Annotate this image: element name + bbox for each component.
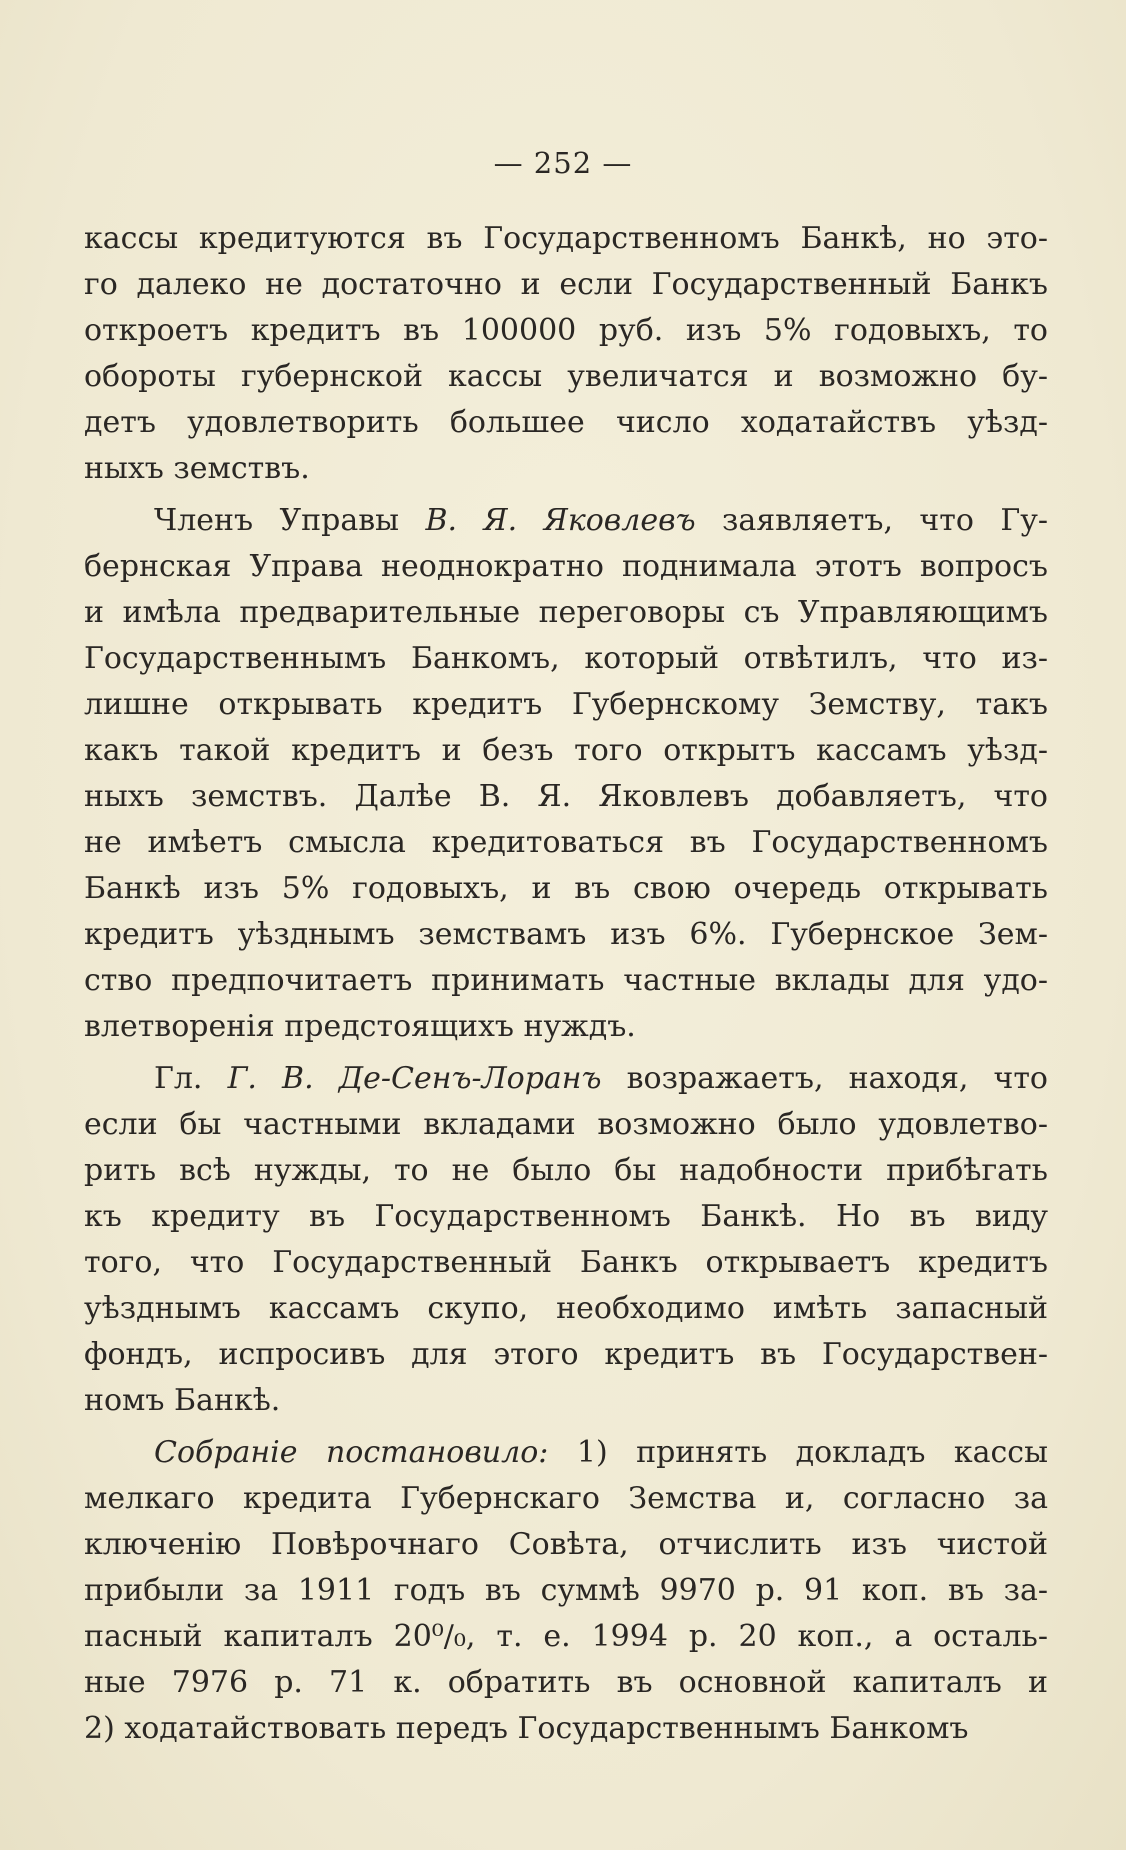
- text-line: [84, 636, 1048, 682]
- text-line: [84, 912, 1048, 958]
- text-segment: если бы частными вкладами возможно было удовлетво-: [84, 1107, 1048, 1142]
- text-line: [84, 1660, 1048, 1706]
- text-segment: возражаетъ, находя, что: [601, 1061, 1048, 1096]
- text-line: [84, 308, 1048, 354]
- text-segment: ные 7976 р. 71 к. обратить въ основной капиталъ и: [84, 1665, 1048, 1700]
- text-line: [84, 1240, 1048, 1286]
- text-segment: къ кредиту въ Государственномъ Банкѣ. Но въ виду: [84, 1199, 1048, 1234]
- text-segment: бернская Управа неоднократно поднимала этотъ вопросъ: [84, 549, 1048, 584]
- text-segment: Государственнымъ Банкомъ, который отвѣтилъ, что из-: [84, 641, 1048, 676]
- text-line: [84, 1522, 1048, 1568]
- text-segment: фондъ, испросивъ для этого кредитъ въ Государствен-: [84, 1337, 1048, 1372]
- text-line: [84, 1706, 1048, 1752]
- text-line: [84, 866, 1048, 912]
- italic-name: Г. В. Де-Сенъ-Лоранъ: [227, 1061, 602, 1096]
- text-line: [84, 1004, 1048, 1050]
- text-segment: кассы кредитуются въ Государственномъ Банкѣ, но это-: [84, 221, 1048, 256]
- text-line: [84, 1286, 1048, 1332]
- text-line: [84, 1430, 1048, 1476]
- text-line: [84, 354, 1048, 400]
- text-line: [84, 1332, 1048, 1378]
- text-segment: влетворенія предстоящихъ нуждъ.: [84, 1009, 636, 1044]
- text-line: [84, 820, 1048, 866]
- text-segment: 1) принять докладъ кассы: [548, 1435, 1048, 1470]
- paragraph: [84, 1056, 1048, 1424]
- text-segment: лишне открывать кредитъ Губернскому Земству, такъ: [84, 687, 1048, 722]
- text-segment: прибыли за 1911 годъ въ суммѣ 9970 р. 91 коп. въ за-: [84, 1573, 1048, 1608]
- text-segment: пасный капиталъ 20⁰/₀, т. е. 1994 р. 20 коп., а осталь-: [84, 1619, 1048, 1654]
- paragraph: [84, 1430, 1048, 1752]
- text-line: [84, 682, 1048, 728]
- text-segment: Гл.: [154, 1061, 228, 1096]
- text-segment: мелкаго кредита Губернскаго Земства и, согласно за: [84, 1481, 1048, 1516]
- text-line: [84, 446, 1048, 492]
- text-segment: Банкѣ изъ 5% годовыхъ, и въ свою очередь открывать: [84, 871, 1048, 906]
- text-line: [84, 1568, 1048, 1614]
- text-segment: 2) ходатайствовать передъ Государственнымъ Банкомъ: [84, 1711, 969, 1746]
- text-line: [84, 1102, 1048, 1148]
- text-segment: откроетъ кредитъ въ 100000 руб. изъ 5% годовыхъ, то: [84, 313, 1048, 348]
- text-line: [84, 590, 1048, 636]
- text-line: [84, 728, 1048, 774]
- text-segment: го далеко не достаточно и если Государственный Банкъ: [84, 267, 1048, 302]
- text-segment: ныхъ земствъ. Далѣе В. Я. Яковлевъ добавляетъ, что: [84, 779, 1048, 814]
- text-segment: заявляетъ, что Гу-: [695, 503, 1048, 538]
- text-segment: номъ Банкѣ.: [84, 1383, 281, 1418]
- page-number: — 252 —: [493, 146, 633, 180]
- text-line: [84, 958, 1048, 1004]
- text-segment: рить всѣ нужды, то не было бы надобности прибѣгать: [84, 1153, 1048, 1188]
- text-line: [84, 262, 1048, 308]
- paragraph: [84, 216, 1048, 492]
- text-segment: ключенію Повѣрочнаго Совѣта, отчислить изъ чистой: [84, 1527, 1048, 1562]
- text-segment: того, что Государственный Банкъ открываетъ кредитъ: [84, 1245, 1048, 1280]
- italic-name: Собраніе постановило:: [154, 1435, 549, 1470]
- text-line: [84, 544, 1048, 590]
- text-line: [84, 1476, 1048, 1522]
- text-segment: какъ такой кредитъ и безъ того открытъ кассамъ уѣзд-: [84, 733, 1048, 768]
- text-segment: кредитъ уѣзднымъ земствамъ изъ 6%. Губернское Зем-: [84, 917, 1048, 952]
- text-segment: не имѣетъ смысла кредитоваться въ Государственномъ: [84, 825, 1048, 860]
- text-line: [84, 774, 1048, 820]
- text-line: [84, 1056, 1048, 1102]
- paragraph: [84, 498, 1048, 1050]
- text-line: [84, 1194, 1048, 1240]
- text-line: [84, 1378, 1048, 1424]
- text-segment: и имѣла предварительные переговоры съ Управляющимъ: [84, 595, 1048, 630]
- text-line: [84, 400, 1048, 446]
- body-text: [84, 216, 1048, 1752]
- text-line: [84, 1148, 1048, 1194]
- text-segment: ство предпочитаетъ принимать частные вклады для удо-: [84, 963, 1048, 998]
- text-segment: уѣзднымъ кассамъ скупо, необходимо имѣть запасный: [84, 1291, 1048, 1326]
- text-segment: Членъ Управы: [154, 503, 426, 538]
- text-segment: детъ удовлетворить большее число ходатайствъ уѣзд-: [84, 405, 1048, 440]
- text-segment: обороты губернской кассы увеличатся и возможно бу-: [84, 359, 1048, 394]
- text-line: [84, 216, 1048, 262]
- text-segment: ныхъ земствъ.: [84, 451, 310, 486]
- italic-name: В. Я. Яковлевъ: [425, 503, 696, 538]
- text-line: [84, 498, 1048, 544]
- text-line: [84, 1614, 1048, 1660]
